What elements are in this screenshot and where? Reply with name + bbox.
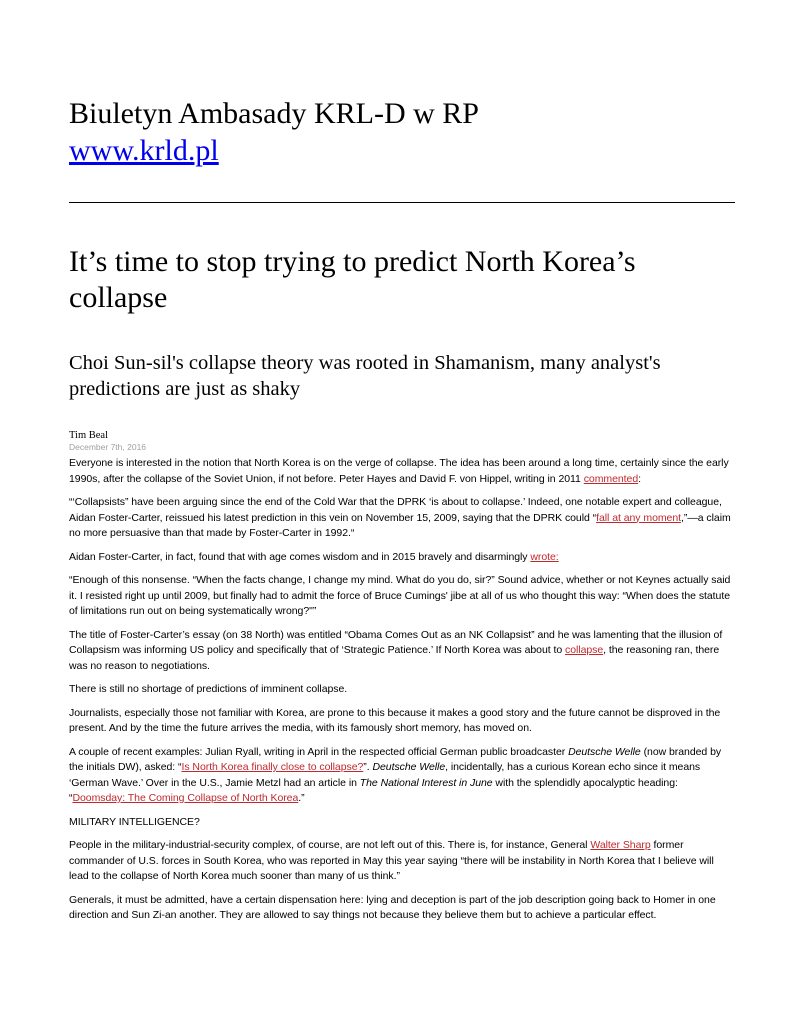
- header-divider: [69, 202, 735, 203]
- doomsday-link[interactable]: Doomsday: The Coming Collapse of North Korea: [72, 792, 299, 804]
- paragraph: People in the military-industrial-security complex, of course, are not left out of this. There is, for instance, General Walter Sharp former commander of U.S. forces in South Korea, who was reported in May this year saying “there will be instability in North Korea that I believe will lead to the collapse of North Korea much sooner than many of us think.”: [69, 839, 714, 882]
- article-headline: It’s time to stop trying to predict North Korea’s collapse: [69, 245, 636, 314]
- commented-link[interactable]: commented: [583, 472, 639, 485]
- paragraph: Aidan Foster-Carter, in fact, found that with age comes wisdom and in 2015 bravely and disarmingly wrote:: [69, 550, 559, 563]
- paragraph: “Enough of this nonsense. “When the facts change, I change my mind. What do you do, sir?” Sound advice, whether or not Keynes actually said it. I resisted right up until 2009, but finally had to admit the force of Bruce Cumings' jibe at all of us who thought this way: “When does the statute of limitations run out on being systematically wrong?"”: [69, 574, 731, 617]
- paragraph: A couple of recent examples: Julian Ryall, writing in April in the respected official German public broadcaster Deutsche Welle (now branded by the initials DW), asked: “Is North Korea finally close to collapse?”. Deutsche Welle, incidentally, has a curious Korean echo since it means ‘German Wave.’ Over in the U.S., Jamie Metzl had an article in The National Interest in June with the splendidly apocalyptic heading: “Doomsday: The Coming Collapse of North Korea.”: [69, 745, 722, 804]
- section-heading: MILITARY INTELLIGENCE?: [69, 815, 200, 828]
- article-subheadline: Choi Sun-sil's collapse theory was rooted in Shamanism, many analyst's predictions are just as shaky: [69, 352, 661, 400]
- article-date: December 7th, 2016: [69, 442, 147, 452]
- site-url-link[interactable]: www.krld.pl: [69, 134, 219, 167]
- collapse-link[interactable]: collapse: [565, 644, 604, 656]
- site-title: Biuletyn Ambasady KRL-D w RP: [69, 97, 479, 130]
- north-korea-collapse-link[interactable]: Is North Korea finally close to collapse?: [181, 761, 364, 773]
- walter-sharp-link[interactable]: Walter Sharp: [590, 839, 651, 851]
- paragraph: Generals, it must be admitted, have a certain dispensation here: lying and deception is part of the job description going back to Homer in one direction and Sun Zi-an another. They are allowed to say things not because they believe them but to achieve a particular effect.: [69, 893, 716, 921]
- paragraph: There is still no shortage of predictions of imminent collapse.: [69, 683, 348, 695]
- article-body: [69, 456, 735, 932]
- paragraph: “‘Collapsists” have been arguing since the end of the Cold War that the DPRK ‘is about to collapse.’ Indeed, one notable expert and colleague, Aidan Foster-Carter, reissued his latest prediction in this vein on November 15, 2009, saying that the DPRK could “fall at any moment,”—a claim no more persuasive than that made by Foster-Carter in 1992.“: [69, 496, 731, 539]
- paragraph: Everyone is interested in the notion that North Korea is on the verge of collapse. The idea has been around a long time, certainly since the early 1990s, after the collapse of the Soviet Union, if not before. Peter Hayes and David F. von Hippel, writing in 2011 commented:: [69, 457, 729, 485]
- wrote-link[interactable]: wrote:: [530, 550, 559, 563]
- paragraph: Journalists, especially those not familiar with Korea, are prone to this because it makes a good story and the future cannot be disproved in the present. And by the time the future arrives the media, with its famously short memory, has moved on.: [69, 706, 721, 734]
- paragraph: The title of Foster-Carter’s essay (on 38 North) was entitled “Obama Comes Out as an NK Collapsist” and he was lamenting that the illusion of Collapsism was informing US policy and specifically that of ‘Strategic Patience.’ If North Korea was about to collapse, the reasoning ran, there was no reason to negotiations.: [69, 628, 723, 672]
- fall-at-any-moment-link[interactable]: fall at any moment: [596, 511, 681, 524]
- article-author: Tim Beal: [69, 430, 108, 441]
